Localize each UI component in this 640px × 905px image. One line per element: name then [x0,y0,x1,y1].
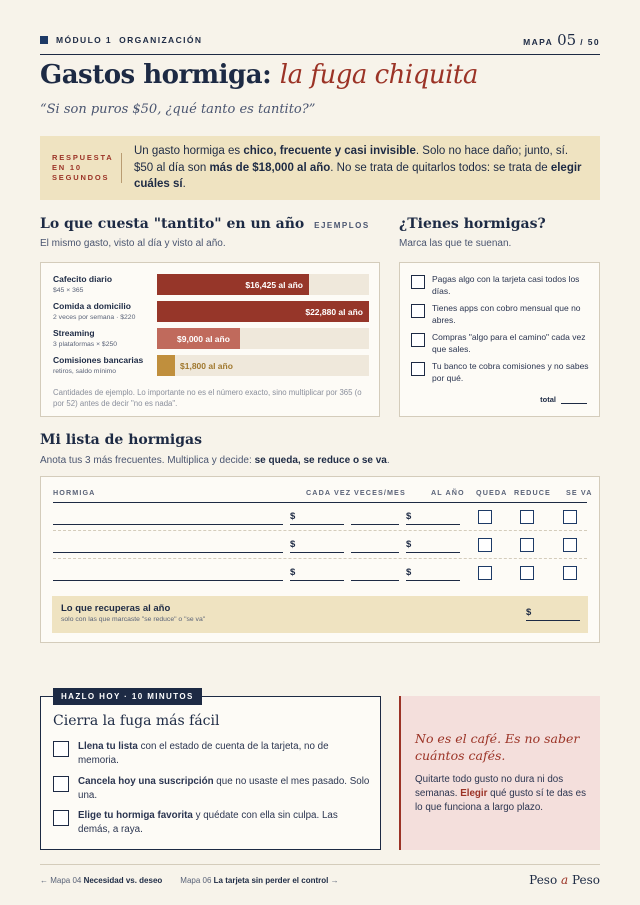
list-sub-post: . [386,455,390,466]
bar-track [157,274,369,295]
list-section-title: Mi lista de hormigas [40,432,202,448]
bar-category-label [53,301,157,323]
veces-mes-input[interactable] [351,524,399,525]
recover-currency: $ [526,607,532,618]
veces-mes-input[interactable] [351,580,399,581]
bar-value-label: $16,425 al año [245,279,303,290]
cost-title-text: Lo que cuesta "tantito" en un año [40,216,305,232]
prev-map-title: Necesidad vs. deseo [83,875,163,885]
queda-checkbox[interactable] [478,510,492,524]
brand-part-2: a [561,873,569,887]
al-ano-input[interactable] [406,580,460,581]
aside-t1: Quitarte todo gusto no dura ni dos semanas. [415,774,564,799]
cada-vez-input[interactable] [290,580,344,581]
footer [40,864,600,887]
checklist-item [411,332,595,355]
total-input[interactable] [561,395,587,404]
top-bar [40,33,600,55]
bar-category-name: Comisiones bancarias [53,355,144,365]
bar-category-label [53,328,157,350]
action-item [53,775,371,803]
module-label [40,35,202,45]
map-indicator [523,31,600,49]
bar-category-label [53,274,157,296]
aside-t2: qué gusto sí te das es lo que funciona a largo plazo. [415,788,587,813]
checklist-item-text: Tu banco te cobra comisiones y no sabes por qué. [432,361,589,383]
action-item [53,740,371,768]
col-header-al-ano: AL AÑO [431,488,465,497]
cada-vez-input[interactable] [290,552,344,553]
list-section-subtitle [40,455,390,466]
checklist-total [540,395,587,404]
col-header-veces-mes: VECES/MES [354,488,406,497]
al-ano-currency: $ [406,539,412,550]
recover-row [52,596,588,633]
next-map-label: Mapa 06 [180,875,214,885]
ants-checklist [399,262,600,417]
title-main: Gastos hormiga: [40,60,272,90]
answer-t3: . No se trata de quitarlos todos: se trata de [330,161,551,174]
annual-cost-chart [40,262,380,417]
recover-input[interactable] [526,620,580,621]
col-header-hormiga: HORMIGA [53,488,96,497]
map-label: MAPA [523,37,554,47]
next-map-arrow: → [328,875,339,885]
cada-vez-currency: $ [290,567,296,578]
chart-note: Cantidades de ejemplo. Lo importante no es el número exacto, sino multiplicar por 365 (o por 52) antes de decir "no es nada". [53,388,362,408]
recover-title: Lo que recuperas al año [61,603,171,614]
col-header-se-va: SE VA [566,488,593,497]
col-header-queda: QUEDA [476,488,508,497]
aside-text [415,773,588,815]
next-map-link[interactable] [180,876,338,885]
col-header-cada-vez: CADA VEZ [306,488,352,497]
bar-value-label: $9,000 al año [177,333,230,344]
answer-b3: elegir cuáles sí [134,161,582,191]
answer-box [40,136,600,200]
row-divider [53,530,587,531]
answer-text [134,143,588,193]
action-item-text [78,740,371,768]
checklist-item-text: Compras "algo para el camino" cada vez que sales. [432,332,586,354]
map-number: 05 [557,31,577,49]
bar-category-name: Streaming [53,328,95,338]
hormiga-input[interactable] [53,552,283,553]
checklist-item [411,361,595,384]
header-divider [53,502,587,503]
bar-mark [157,274,309,295]
ants-section-subtitle: Marca las que te suenan. [399,238,512,249]
page-quote: “Si son puros $50, ¿qué tanto es tantito?” [40,102,316,117]
answer-b2: más de $18,000 al año [209,161,331,174]
cada-vez-currency: $ [290,539,296,550]
action-item-rest: y quédate con ella sin culpa. Las demás, a raya. [78,810,338,835]
action-title: Cierra la fuga más fácil [53,713,220,729]
hormiga-input[interactable] [53,524,283,525]
action-item-rest: con el estado de cuenta de la tarjeta, no de memoria. [78,741,329,766]
bar-category-detail: retiros, saldo mínimo [53,368,117,375]
action-checkbox[interactable] [53,776,69,792]
answer-b1: chico, frecuente y casi invisible [243,145,416,158]
checklist-item-text: Pagas algo con la tarjeta casi todos los días. [432,274,580,296]
cada-vez-input[interactable] [290,524,344,525]
ants-section-title: ¿Tienes hormigas? [399,216,546,232]
checklist-checkbox[interactable] [411,275,425,289]
action-item-text [78,809,371,837]
bar-track [157,301,369,322]
module-square-icon [40,36,48,44]
se-va-checkbox[interactable] [563,538,577,552]
action-item-bold: Elige tu hormiga favorita [78,810,193,821]
cost-title-tag: EJEMPLOS [314,221,370,230]
brand-logo [529,873,600,887]
aside-quote-box [399,696,600,850]
answer-t1: Un gasto hormiga es [134,145,244,158]
checklist-item-text: Tienes apps con cobro mensual que no abres. [432,303,581,325]
reduce-checkbox[interactable] [520,510,534,524]
checklist-checkbox[interactable] [411,333,425,347]
checklist-checkbox[interactable] [411,304,425,318]
list-sub-pre: Anota tus 3 más frecuentes. Multiplica y decide: [40,455,255,466]
bar-category-label [53,355,157,377]
title-accent: la fuga chiquita [279,60,478,90]
aside-b1: Elegir [460,788,488,799]
al-ano-currency: $ [406,511,412,522]
queda-checkbox[interactable] [478,538,492,552]
action-item-bold: Cancela hoy una suscripción [78,776,214,787]
next-map-title: La tarjeta sin perder el control [213,875,329,885]
reduce-checkbox[interactable] [520,566,534,580]
action-item-rest: que no usaste el mes pasado. Solo una. [78,776,370,801]
answer-t2: . Solo no hace daño; junto, sí. $50 al día son [134,145,569,174]
bar-value-label: $22,880 al año [305,306,363,317]
action-checkbox[interactable] [53,810,69,826]
al-ano-input[interactable] [406,524,460,525]
bar-category-detail: $45 × 365 [53,287,84,294]
map-total: / 50 [580,37,600,47]
bar-mark [157,355,233,376]
bar-category-detail: 3 plataformas × $250 [53,341,118,348]
cada-vez-currency: $ [290,511,296,522]
checklist-item [411,274,595,297]
cost-section-subtitle: El mismo gasto, visto al día y visto al año. [40,238,226,249]
brand-part-3: Peso [568,873,600,887]
brand-part-1: Peso [529,873,561,887]
aside-quote: No es el café. Es no saber cuántos cafés. [415,731,580,763]
total-label: total [540,395,556,404]
action-box [40,692,381,850]
prev-map-label: ← Mapa 04 [40,875,84,885]
module-number: MÓDULO 1 [56,35,113,45]
row-divider [53,558,587,559]
cost-section-title [40,216,370,232]
action-checkbox[interactable] [53,741,69,757]
action-tag: HAZLO HOY · 10 MINUTOS [53,688,202,705]
answer-t4: . [182,178,186,191]
list-sub-bold: se queda, se reduce o se va [254,455,387,466]
recover-subtitle: solo con las que marcaste "se reduce" o "se va" [61,616,206,623]
action-item-bold: Llena tu lista [78,741,138,752]
queda-checkbox[interactable] [478,566,492,580]
ant-list-table [40,476,600,643]
bar-mark [157,328,240,349]
hormiga-input[interactable] [53,580,283,581]
al-ano-input[interactable] [406,552,460,553]
action-item [53,809,371,837]
se-va-checkbox[interactable] [563,510,577,524]
bar-mark [157,301,369,322]
reduce-checkbox[interactable] [520,538,534,552]
answer-label: RESPUESTA EN 10 SEGUNDOS [52,153,122,183]
page-title [40,60,478,90]
checklist-item [411,303,595,326]
prev-map-link[interactable] [40,876,162,885]
checklist-checkbox[interactable] [411,362,425,376]
bar-category-name: Comida a domicilio [53,301,131,311]
al-ano-currency: $ [406,567,412,578]
bar-track [157,355,369,376]
se-va-checkbox[interactable] [563,566,577,580]
bar-category-detail: 2 veces por semana · $220 [53,314,136,321]
veces-mes-input[interactable] [351,552,399,553]
col-header-reduce: REDUCE [514,488,551,497]
bar-track [157,328,369,349]
bar-category-name: Cafecito diario [53,274,113,284]
action-item-text [78,775,371,803]
bar-value-label: $1,800 al año [180,360,233,371]
chapter-name: ORGANIZACIÓN [119,35,203,45]
